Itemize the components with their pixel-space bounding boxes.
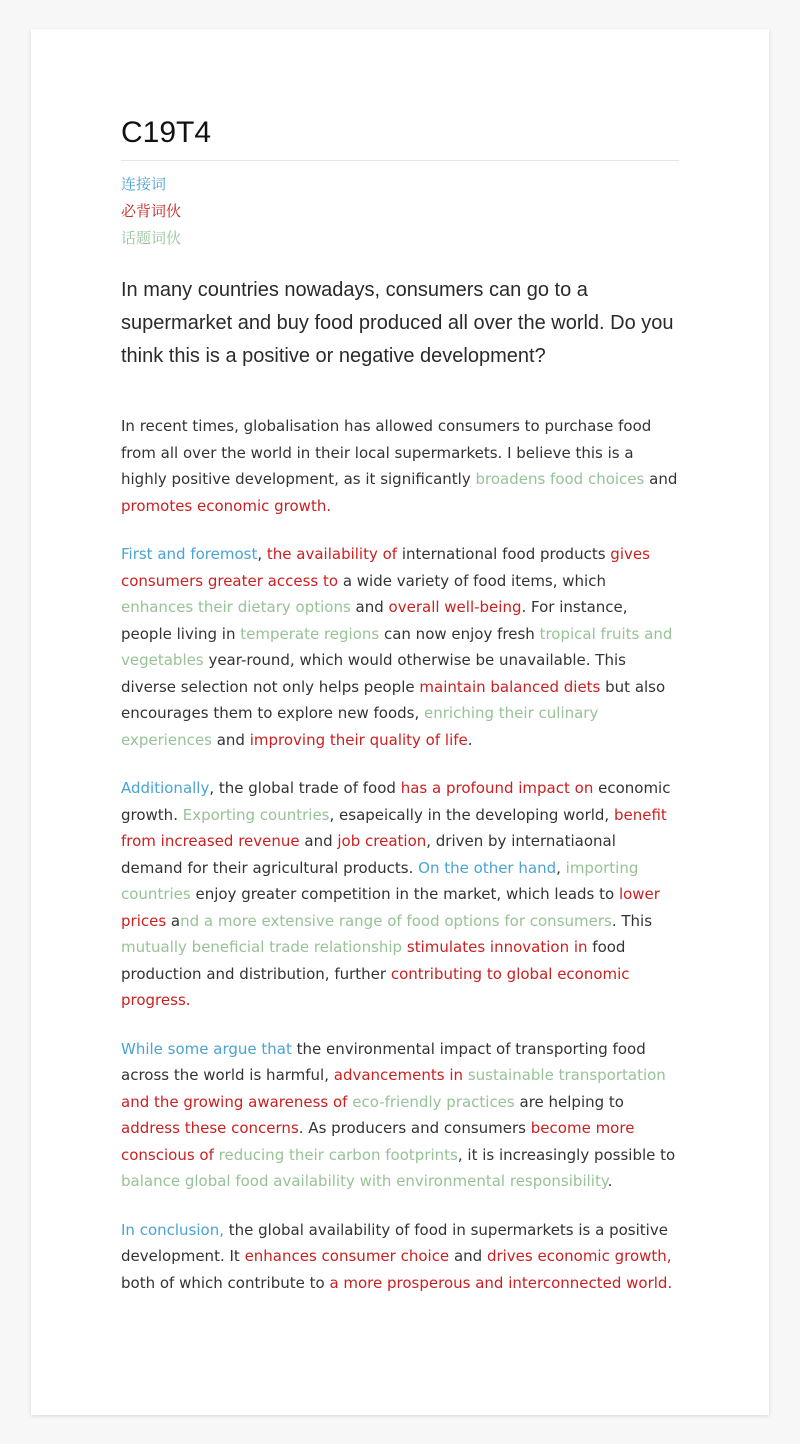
connector-phrase: While some argue that [121,1039,292,1058]
topic-phrase: temperate regions [240,624,380,643]
plain-text: , [556,858,566,877]
document-page [31,29,769,1415]
plain-text: . This [611,911,653,930]
plain-text: and [449,1247,487,1265]
plain-text: , driven by internatiaonal demand for their agricultural products. [121,832,616,877]
legend-connector: 连接词 [121,175,167,193]
must-phrase: overall well-being [388,598,522,616]
plain-text: economic growth. [121,779,671,824]
plain-text: but also encourages them to explore new foods, [121,677,666,722]
must-phrase: address these concerns [121,1119,299,1137]
plain-text: and [350,598,389,616]
plain-text: and [644,470,678,488]
must-phrase: maintain balanced diets [419,677,601,696]
must-phrase: has a profound impact on [400,779,594,797]
plain-text: In recent times, globalisation has allowed consumers to purchase food from all over the world in their local supermarkets. I believe this is a highly positive development, as it significantly [121,417,652,488]
topic-phrase: mutually beneficial trade relationship [121,938,403,956]
must-phrase: stimulates innovation in [406,938,588,956]
plain-text: food production and distribution, further [121,938,626,983]
plain-text: a [166,911,181,930]
plain-text: year-round, which would otherwise be unavailable. This diverse selection not only helps people [121,651,626,696]
must-phrase: benefit from increased revenue [121,805,667,850]
essay-paragraph [121,1217,679,1297]
plain-text: , [257,545,267,563]
topic-phrase: balance global food availability with environmental responsibility [121,1172,608,1190]
plain-text: . [607,1172,613,1190]
connector-phrase: On the other hand [418,858,557,877]
plain-text: are helping to [514,1092,624,1111]
plain-text: international food products [397,545,611,563]
legend-topic-phrase: 话题词伙 [121,229,182,247]
essay-paragraph [121,775,679,1014]
must-phrase: enhances consumer choice [244,1247,450,1265]
must-phrase: and the growing awareness of [121,1092,348,1111]
topic-phrase: Exporting countries [182,805,330,824]
topic-phrase: enriching their culinary experiences [121,704,599,749]
plain-text: . As producers and consumers [298,1119,531,1137]
plain-text: , esapeically in the developing world, [329,805,614,824]
must-phrase: job creation [337,832,427,850]
connector-phrase: First and foremost [121,545,258,563]
plain-text: can now enjoy fresh [379,624,540,643]
essay-body [121,413,679,1296]
connector-phrase: Additionally [121,779,210,797]
plain-text: , the global trade of food [209,779,401,797]
topic-phrase: nd a more extensive range of food options for consumers [180,911,612,930]
plain-text: , it is increasingly possible to [457,1145,676,1164]
must-phrase: a more prosperous and interconnected world. [329,1273,673,1292]
must-phrase: lower prices [121,885,660,930]
connector-phrase: In conclusion, [121,1220,224,1239]
must-phrase: promotes economic growth. [121,496,332,515]
plain-text: the global availability of food in supermarkets is a positive development. It [121,1220,668,1265]
essay-question: In many countries nowadays, consumers can go to a supermarket and buy food produced all over the world. Do you think this is a positive or negative development? [121,279,674,367]
must-phrase: become more conscious of [121,1119,635,1164]
plain-text: enjoy greater competition in the market, which leads to [190,885,619,903]
must-phrase: contributing to global economic progress. [121,964,630,1009]
plain-text: . [467,730,473,749]
must-phrase: drives economic growth, [486,1247,672,1265]
topic-phrase: importing countries [121,858,639,903]
essay-paragraph [121,413,679,519]
topic-phrase: enhances their dietary options [121,598,351,616]
color-legend [121,171,679,252]
plain-text: the environmental impact of transporting food across the world is harmful, [121,1039,646,1084]
must-phrase: the availability of [266,545,398,563]
plain-text: a wide variety of food items, which [338,571,606,590]
plain-text: and [211,730,250,749]
topic-phrase: sustainable transportation [467,1066,666,1084]
page-title: C19T4 [121,109,679,161]
plain-text: both of which contribute to [121,1273,330,1292]
topic-phrase: reducing their carbon footprints [218,1145,458,1164]
essay-paragraph [121,541,679,753]
topic-phrase: tropical fruits and vegetables [121,624,673,669]
topic-phrase: eco-friendly practices [352,1092,515,1111]
must-phrase: improving their quality of life [249,730,468,749]
must-phrase: advancements in [333,1066,464,1084]
legend-must-phrase: 必背词伙 [121,202,182,220]
plain-text: . For instance, people living in [121,598,628,643]
plain-text: and [299,832,338,850]
document-content [121,109,679,1318]
essay-paragraph [121,1036,679,1195]
topic-phrase: broadens food choices [475,470,645,488]
must-phrase: gives consumers greater access to [121,545,650,590]
